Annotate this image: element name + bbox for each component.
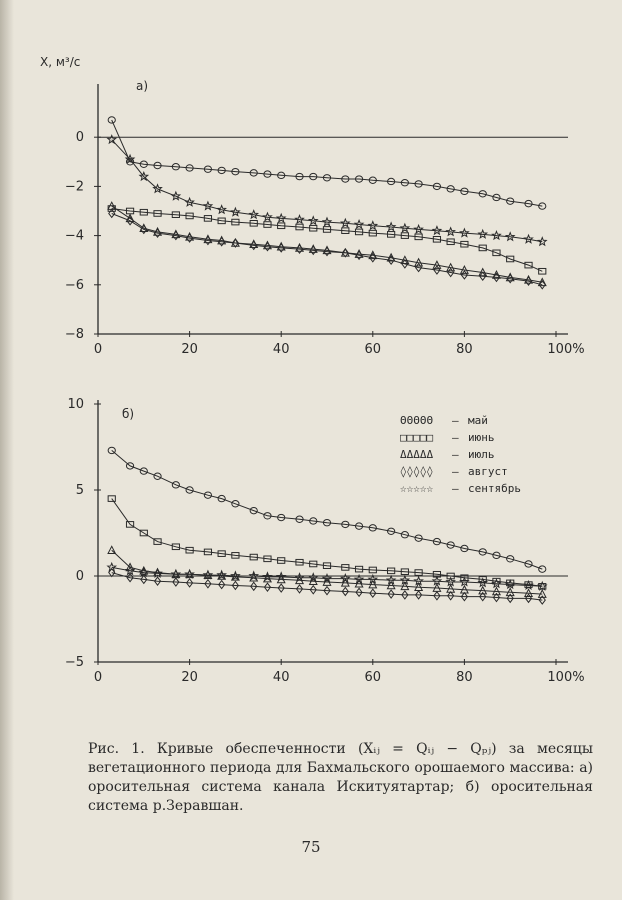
legend-dash: – xyxy=(452,482,459,495)
x-tick-label: 0 xyxy=(93,342,103,357)
chart-b xyxy=(0,390,622,690)
data-point xyxy=(108,546,115,553)
chart-a xyxy=(0,40,622,370)
page-number: 75 xyxy=(301,838,321,856)
y-tick-label: 0 xyxy=(75,130,84,146)
data-point xyxy=(108,135,116,143)
data-point xyxy=(108,563,116,571)
y-tick-label: −5 xyxy=(64,655,84,670)
x-tick-label: 20 xyxy=(181,342,198,357)
series-diamond xyxy=(109,209,546,288)
legend xyxy=(400,414,521,495)
data-point xyxy=(108,117,115,123)
legend-label: июль xyxy=(468,448,495,461)
y-axis-label: X, м³/с xyxy=(40,55,81,69)
y-tick-label: −4 xyxy=(64,228,84,244)
legend-label: июнь xyxy=(468,431,495,444)
x-tick-label: 60 xyxy=(364,342,382,357)
x-tick-label: 80 xyxy=(456,342,473,357)
x-tick-label: 40 xyxy=(272,670,290,685)
x-tick-label: 100% xyxy=(547,670,585,685)
x-tick-label: 0 xyxy=(93,670,103,685)
legend-symbols: □□□□□ xyxy=(400,431,434,444)
panel-label: б) xyxy=(122,407,135,421)
y-tick-label: −2 xyxy=(64,179,84,195)
x-tick-label: 20 xyxy=(181,670,198,685)
legend-dash: – xyxy=(452,431,459,444)
legend-dash: – xyxy=(452,414,459,427)
y-tick-label: 10 xyxy=(67,397,84,412)
legend-symbols: ΔΔΔΔΔ xyxy=(400,448,434,461)
y-tick-label: −8 xyxy=(64,327,84,342)
y-tick-label: −6 xyxy=(64,277,84,293)
legend-dash: – xyxy=(452,448,459,461)
panel-label: а) xyxy=(136,79,149,93)
y-tick-label: 0 xyxy=(75,569,84,584)
figure-caption: Рис. 1. Кривые обеспеченности (Xᵢⱼ = Qᵢⱼ − Qₚⱼ) за месяцы вегетационного периода для Бахмальского орошаемого массива: а) оросительная система канала Искитуятартар; б) оросительная система р.Зеравшан. xyxy=(88,741,593,814)
x-tick-label: 100% xyxy=(547,342,585,357)
series-square xyxy=(108,206,546,274)
legend-label: август xyxy=(468,465,508,478)
x-tick-label: 60 xyxy=(364,670,382,685)
x-tick-label: 40 xyxy=(272,342,290,357)
legend-symbols: ◊◊◊◊◊ xyxy=(400,465,434,478)
legend-symbols: ΘΘΘΘΘ xyxy=(400,414,434,427)
series-star xyxy=(108,135,547,245)
y-tick-label: 5 xyxy=(75,483,84,498)
legend-label: сентябрь xyxy=(468,482,521,495)
legend-dash: – xyxy=(452,465,459,478)
legend-symbols: ☆☆☆☆☆ xyxy=(400,482,434,495)
x-tick-label: 80 xyxy=(456,670,473,685)
legend-label: май xyxy=(468,414,488,427)
